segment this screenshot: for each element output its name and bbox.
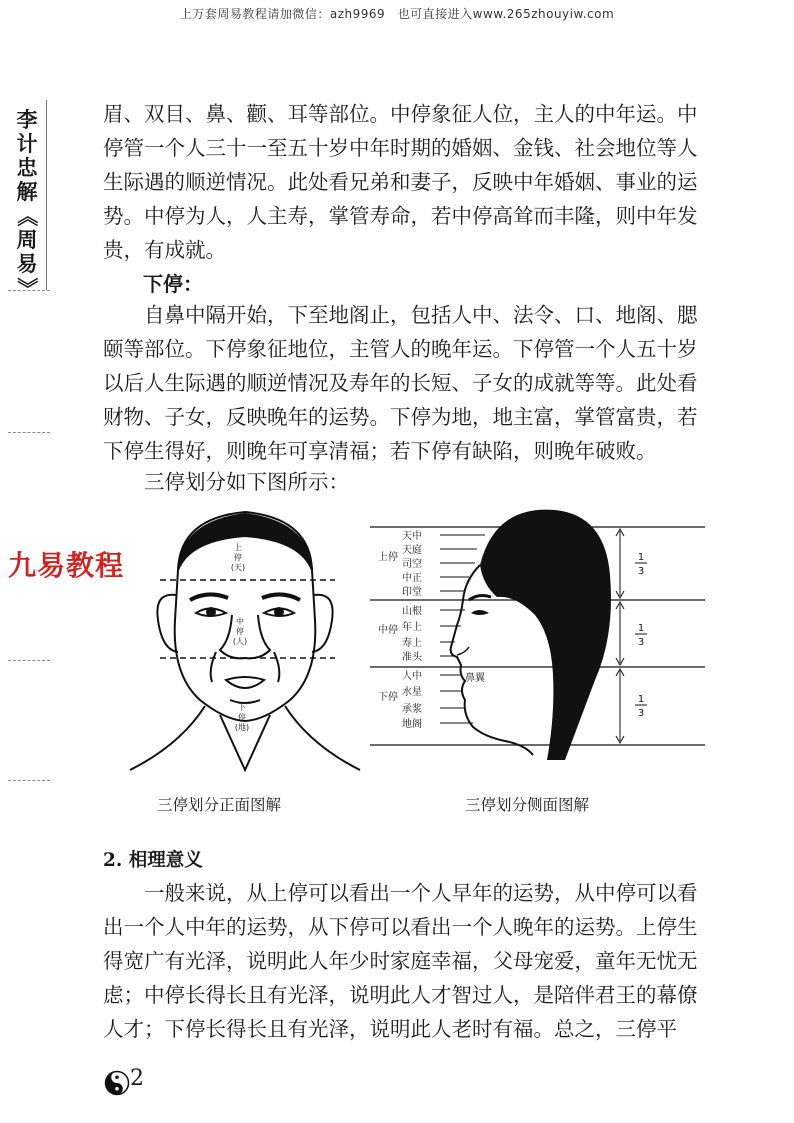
spine-char: 李: [16, 108, 38, 132]
side-part-label: 印堂: [402, 587, 422, 598]
fraction-num: 1: [637, 552, 645, 563]
side-part-label: 山根: [402, 606, 422, 617]
spine-char: 易: [16, 252, 38, 276]
paragraph-3: [103, 465, 705, 499]
side-part-label: 水星: [402, 687, 422, 698]
fraction-den: 3: [637, 708, 645, 719]
paragraph-2: [103, 298, 705, 468]
front-label-upper-3: (天): [230, 563, 246, 572]
text-line: 势。中停为人，人主寿，掌管寿命，若中停高耸而丰隆，则中年发: [103, 204, 698, 228]
text-line: 眉、双目、鼻、颧、耳等部位。中停象征人位，主人的中年运。中: [103, 102, 698, 126]
spine-char: 》: [15, 277, 39, 299]
spine-char: 忠: [16, 156, 38, 180]
text-line: 人才；下停长得长且有光泽，说明此人老时有福。总之，三停平: [103, 1017, 677, 1041]
side-part-label: 人中: [402, 671, 422, 682]
paragraph-4: [103, 876, 705, 1046]
section-heading: 2. 相理意义: [103, 850, 203, 871]
margin-rule: [8, 432, 50, 433]
page-number: 2: [130, 1066, 144, 1091]
front-label-mid-1: 中: [236, 617, 244, 626]
front-face-figure: [120, 500, 370, 780]
margin-rule: [8, 780, 50, 781]
side-part-label: 司空: [402, 559, 422, 570]
text-line: 生际遇的顺逆情况。此处看兄弟和妻子，反映中年婚姻、事业的运: [103, 170, 698, 194]
side-group-upper: 上停: [378, 552, 398, 563]
spine-title: [14, 108, 40, 300]
side-group-lower: 下停: [378, 692, 398, 703]
subheading-lower-zone: 下停：: [143, 272, 203, 296]
front-label-mid-2: 停: [236, 627, 244, 636]
front-label-upper-1: 上: [234, 543, 242, 552]
margin-rule: [8, 290, 50, 291]
text-line: 下停生得好，则晚年可享清福；若下停有缺陷，则晚年破败。: [103, 439, 657, 463]
text-line: 出一个人中年的运势，从下停可以看出一个人晚年的运势。上停生: [103, 915, 698, 939]
spine-char: 周: [16, 228, 38, 252]
spine-char: 解: [16, 180, 38, 204]
side-part-label: 承浆: [402, 704, 422, 715]
margin-rule: [8, 660, 50, 661]
front-label-low-3: (地): [234, 723, 250, 732]
text-line: 贵，有成就。: [103, 238, 226, 262]
fraction-num: 1: [637, 694, 645, 705]
front-label-upper-2: 停: [234, 553, 242, 562]
text-line: 一般来说，从上停可以看出一个人早年的运势，从中停可以看: [144, 881, 698, 905]
text-line: 财物、子女，反映晚年的运势。下停为地，地主富，掌管富贵，若: [103, 405, 698, 429]
text-line: 颐等部位。下停象征地位，主管人的晚年运。下停管一个人五十岁: [103, 337, 698, 361]
text-line: 停管一个人三十一至五十岁中年时期的婚姻、金钱、社会地位等人: [103, 136, 698, 160]
fraction-den: 3: [637, 566, 645, 577]
side-part-label: 地阁: [402, 719, 422, 730]
side-part-label: 天中: [402, 531, 422, 542]
side-group-middle: 中停: [378, 625, 398, 636]
side-part-label: 中正: [402, 573, 422, 584]
paragraph-1: [103, 97, 705, 267]
text-line: 三停划分如下图所示：: [144, 470, 349, 494]
fraction-den: 3: [637, 637, 645, 648]
text-line: 得宽广有光泽，说明此人年少时家庭幸福，父母宠爱，童年无忧无: [103, 949, 698, 973]
front-label-low-2: 停: [238, 713, 246, 722]
side-profile-figure: [365, 505, 710, 770]
side-part-label: 寿上: [402, 638, 422, 649]
spine-char: 《: [15, 205, 39, 227]
front-label-low-1: 下: [238, 703, 246, 712]
spine-char: 计: [16, 132, 38, 156]
front-figure-caption: 三停划分正面图解: [157, 796, 282, 814]
side-part-label: 天庭: [402, 545, 422, 556]
side-part-label: 准头: [402, 652, 422, 663]
watermark: 九易教程: [8, 549, 125, 582]
side-figure-caption: 三停划分侧面图解: [465, 796, 590, 814]
side-nose-label: 鼻翼: [465, 673, 485, 684]
front-label-mid-3: (人): [232, 637, 248, 646]
text-line: 自鼻中隔开始，下至地阁止，包括人中、法令、口、地阁、腮: [144, 303, 698, 327]
side-part-label: 年上: [402, 622, 422, 633]
spine-divider: [46, 100, 47, 290]
fraction-num: 1: [637, 623, 645, 634]
text-line: 以后人生际遇的顺逆情况及寿年的长短、子女的成就等等。此处看: [103, 371, 698, 395]
header-note: 上万套周易教程请加微信：azh9969 也可直接进入www.265zhouyiw.com: [179, 7, 615, 21]
yin-yang-icon: [104, 1070, 130, 1096]
text-line: 虑；中停长得长且有光泽，说明此人才智过人，是陪伴君王的幕僚: [103, 983, 698, 1007]
